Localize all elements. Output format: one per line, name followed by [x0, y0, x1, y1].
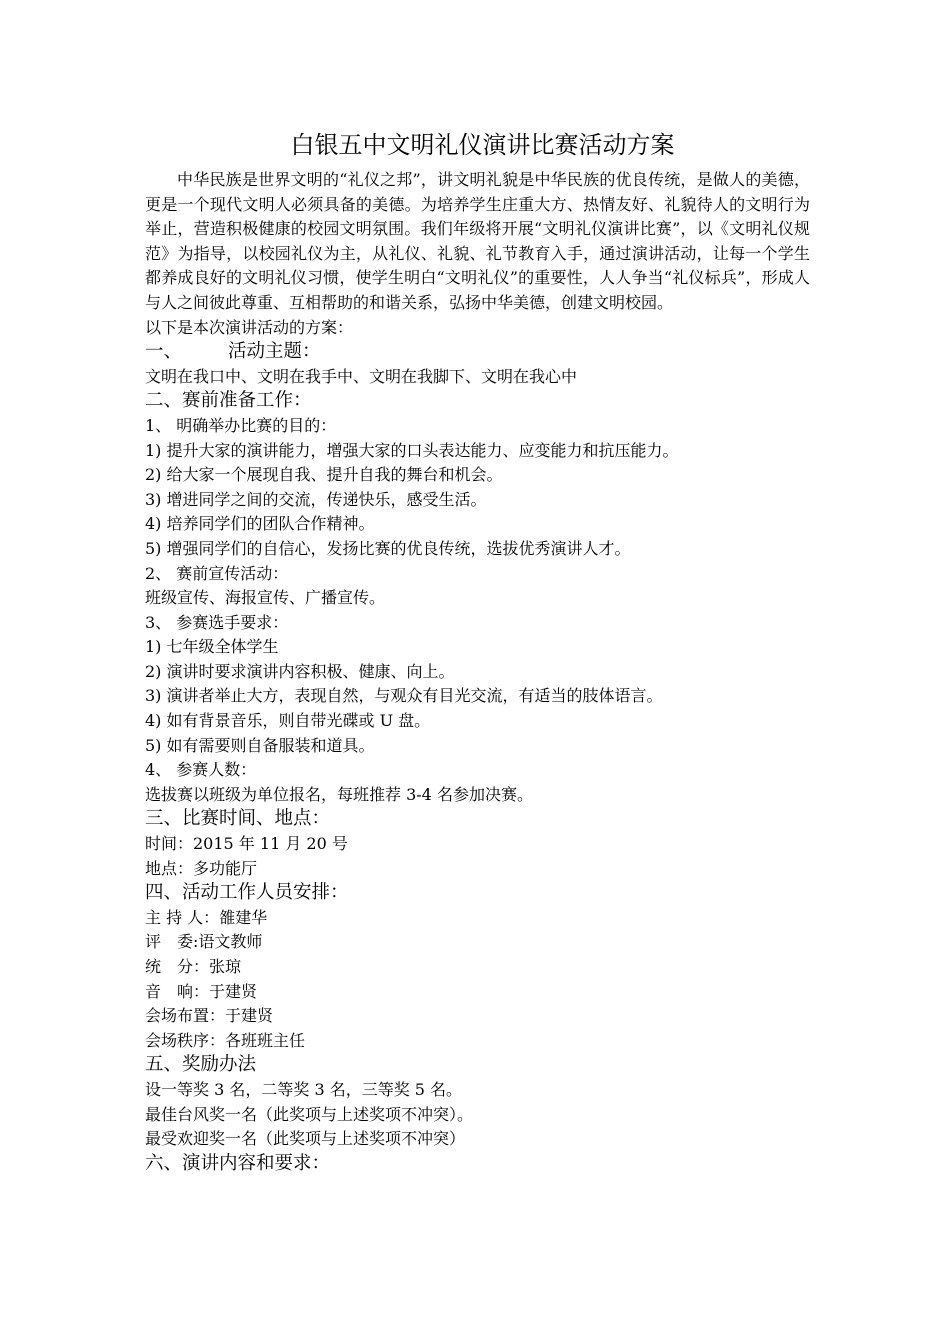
staff-order-name: 各班班主任 [225, 1030, 306, 1050]
purpose-item: 4) 培养同学们的团队合作精神。 [145, 514, 375, 534]
staff-host-label: 主 持 人： [145, 907, 220, 927]
subsection-requirements: 3、 参赛选手要求： [145, 612, 289, 632]
requirement-item: 2) 演讲时要求演讲内容积极、健康、向上。 [145, 661, 455, 681]
subsection-purpose: 1、 明确举办比赛的目的： [145, 415, 337, 435]
staff-host-name: 雒建华 [219, 907, 268, 927]
requirement-item: 1) 七年级全体学生 [145, 637, 279, 657]
staff-sound [145, 980, 810, 1005]
activity-theme: 文明在我口中、文明在我手中、文明在我脚下、文明在我心中 [145, 366, 578, 386]
staff-judge [145, 930, 810, 955]
plan-intro: 以下是本次演讲活动的方案： [145, 317, 354, 337]
staff-host [145, 906, 810, 931]
participants-text: 选拔赛以班级为单位报名，每班推荐 3-4 名参加决赛。 [145, 784, 533, 804]
staff-venue-name: 于建贤 [225, 1006, 274, 1026]
staff-venue [145, 1004, 810, 1029]
section-2-heading: 二、赛前准备工作： [145, 390, 312, 412]
staff-score-name: 张琼 [209, 957, 242, 976]
intro-paragraph: 中华民族是世界文明的“礼仪之邦”，讲文明礼貌是中华民族的优良传统，是做人的美德，更是一个现代文明人必须具备的美德。为培养学生庄重大方、热情友好、礼貌待人的文明行为举止，营造积极健康的校园文明氛围。我们年级将开展“文明礼仪演讲比赛”，以《文明礼仪规范》为指导，以校园礼仪为主，从礼仪、礼貌、礼节教育入手，通过演讲活动，让每一个学生都养成良好的文明礼仪习惯，使学生明白“文明礼仪”的重要性，人人争当“礼仪标兵”，形成人与人之间彼此尊重、互相帮助的和谐关系，弘扬中华美德，创建文明校园。 [145, 170, 810, 312]
section-5-heading: 五、奖励办法 [145, 1054, 257, 1076]
requirement-item: 4) 如有背景音乐，则自带光碟或 U 盘。 [145, 711, 431, 731]
section-1-number: 一、 [145, 341, 183, 363]
award-item: 最佳台风奖一名（此奖项与上述奖项不冲突）。 [145, 1104, 474, 1124]
staff-venue-label: 会场布置： [145, 1006, 226, 1026]
event-place: 地点：多功能厅 [145, 858, 258, 878]
section-4-heading: 四、活动工作人员安排： [145, 882, 349, 904]
document-title: 白银五中文明礼仪演讲比赛活动方案 [290, 131, 675, 159]
staff-score [145, 955, 810, 980]
publicity-text: 班级宣传、海报宣传、广播宣传。 [145, 588, 386, 608]
staff-judge-label: 评 委: [145, 932, 199, 952]
section-3-heading: 三、比赛时间、地点： [145, 808, 331, 830]
purpose-item: 1) 提升大家的演讲能力，增强大家的口头表达能力、应变能力和抗压能力。 [145, 440, 679, 460]
section-1-heading [145, 340, 810, 365]
purpose-item: 2) 给大家一个展现自我、提升自我的舞台和机会。 [145, 465, 503, 485]
staff-judge-name: 语文教师 [198, 932, 263, 952]
subsection-publicity: 2、 赛前宣传活动： [145, 563, 289, 583]
document-page [145, 128, 810, 1176]
section-1-title: 活动主题： [228, 341, 321, 363]
purpose-item: 3) 增进同学之间的交流，传递快乐，感受生活。 [145, 489, 487, 509]
section-6-heading: 六、演讲内容和要求： [145, 1152, 331, 1174]
staff-order [145, 1029, 810, 1054]
staff-sound-label: 音 响： [145, 981, 210, 1001]
event-time: 时间：2015 年 11 月 20 号 [145, 834, 348, 854]
purpose-item: 5) 增强同学们的自信心，发扬比赛的优良传统，选拔优秀演讲人才。 [145, 538, 631, 558]
subsection-participants: 4、 参赛人数： [145, 760, 257, 780]
staff-score-label: 统 分： [145, 957, 210, 976]
staff-order-label: 会场秩序： [145, 1030, 226, 1050]
requirement-item: 5) 如有需要则自备服装和道具。 [145, 735, 375, 755]
award-item: 设一等奖 3 名，二等奖 3 名，三等奖 5 名。 [145, 1079, 463, 1099]
requirement-item: 3) 演讲者举止大方，表现自然，与观众有目光交流，有适当的肢体语言。 [145, 686, 663, 706]
staff-sound-name: 于建贤 [209, 981, 258, 1001]
award-item: 最受欢迎奖一名（此奖项与上述奖项不冲突） [145, 1129, 466, 1149]
